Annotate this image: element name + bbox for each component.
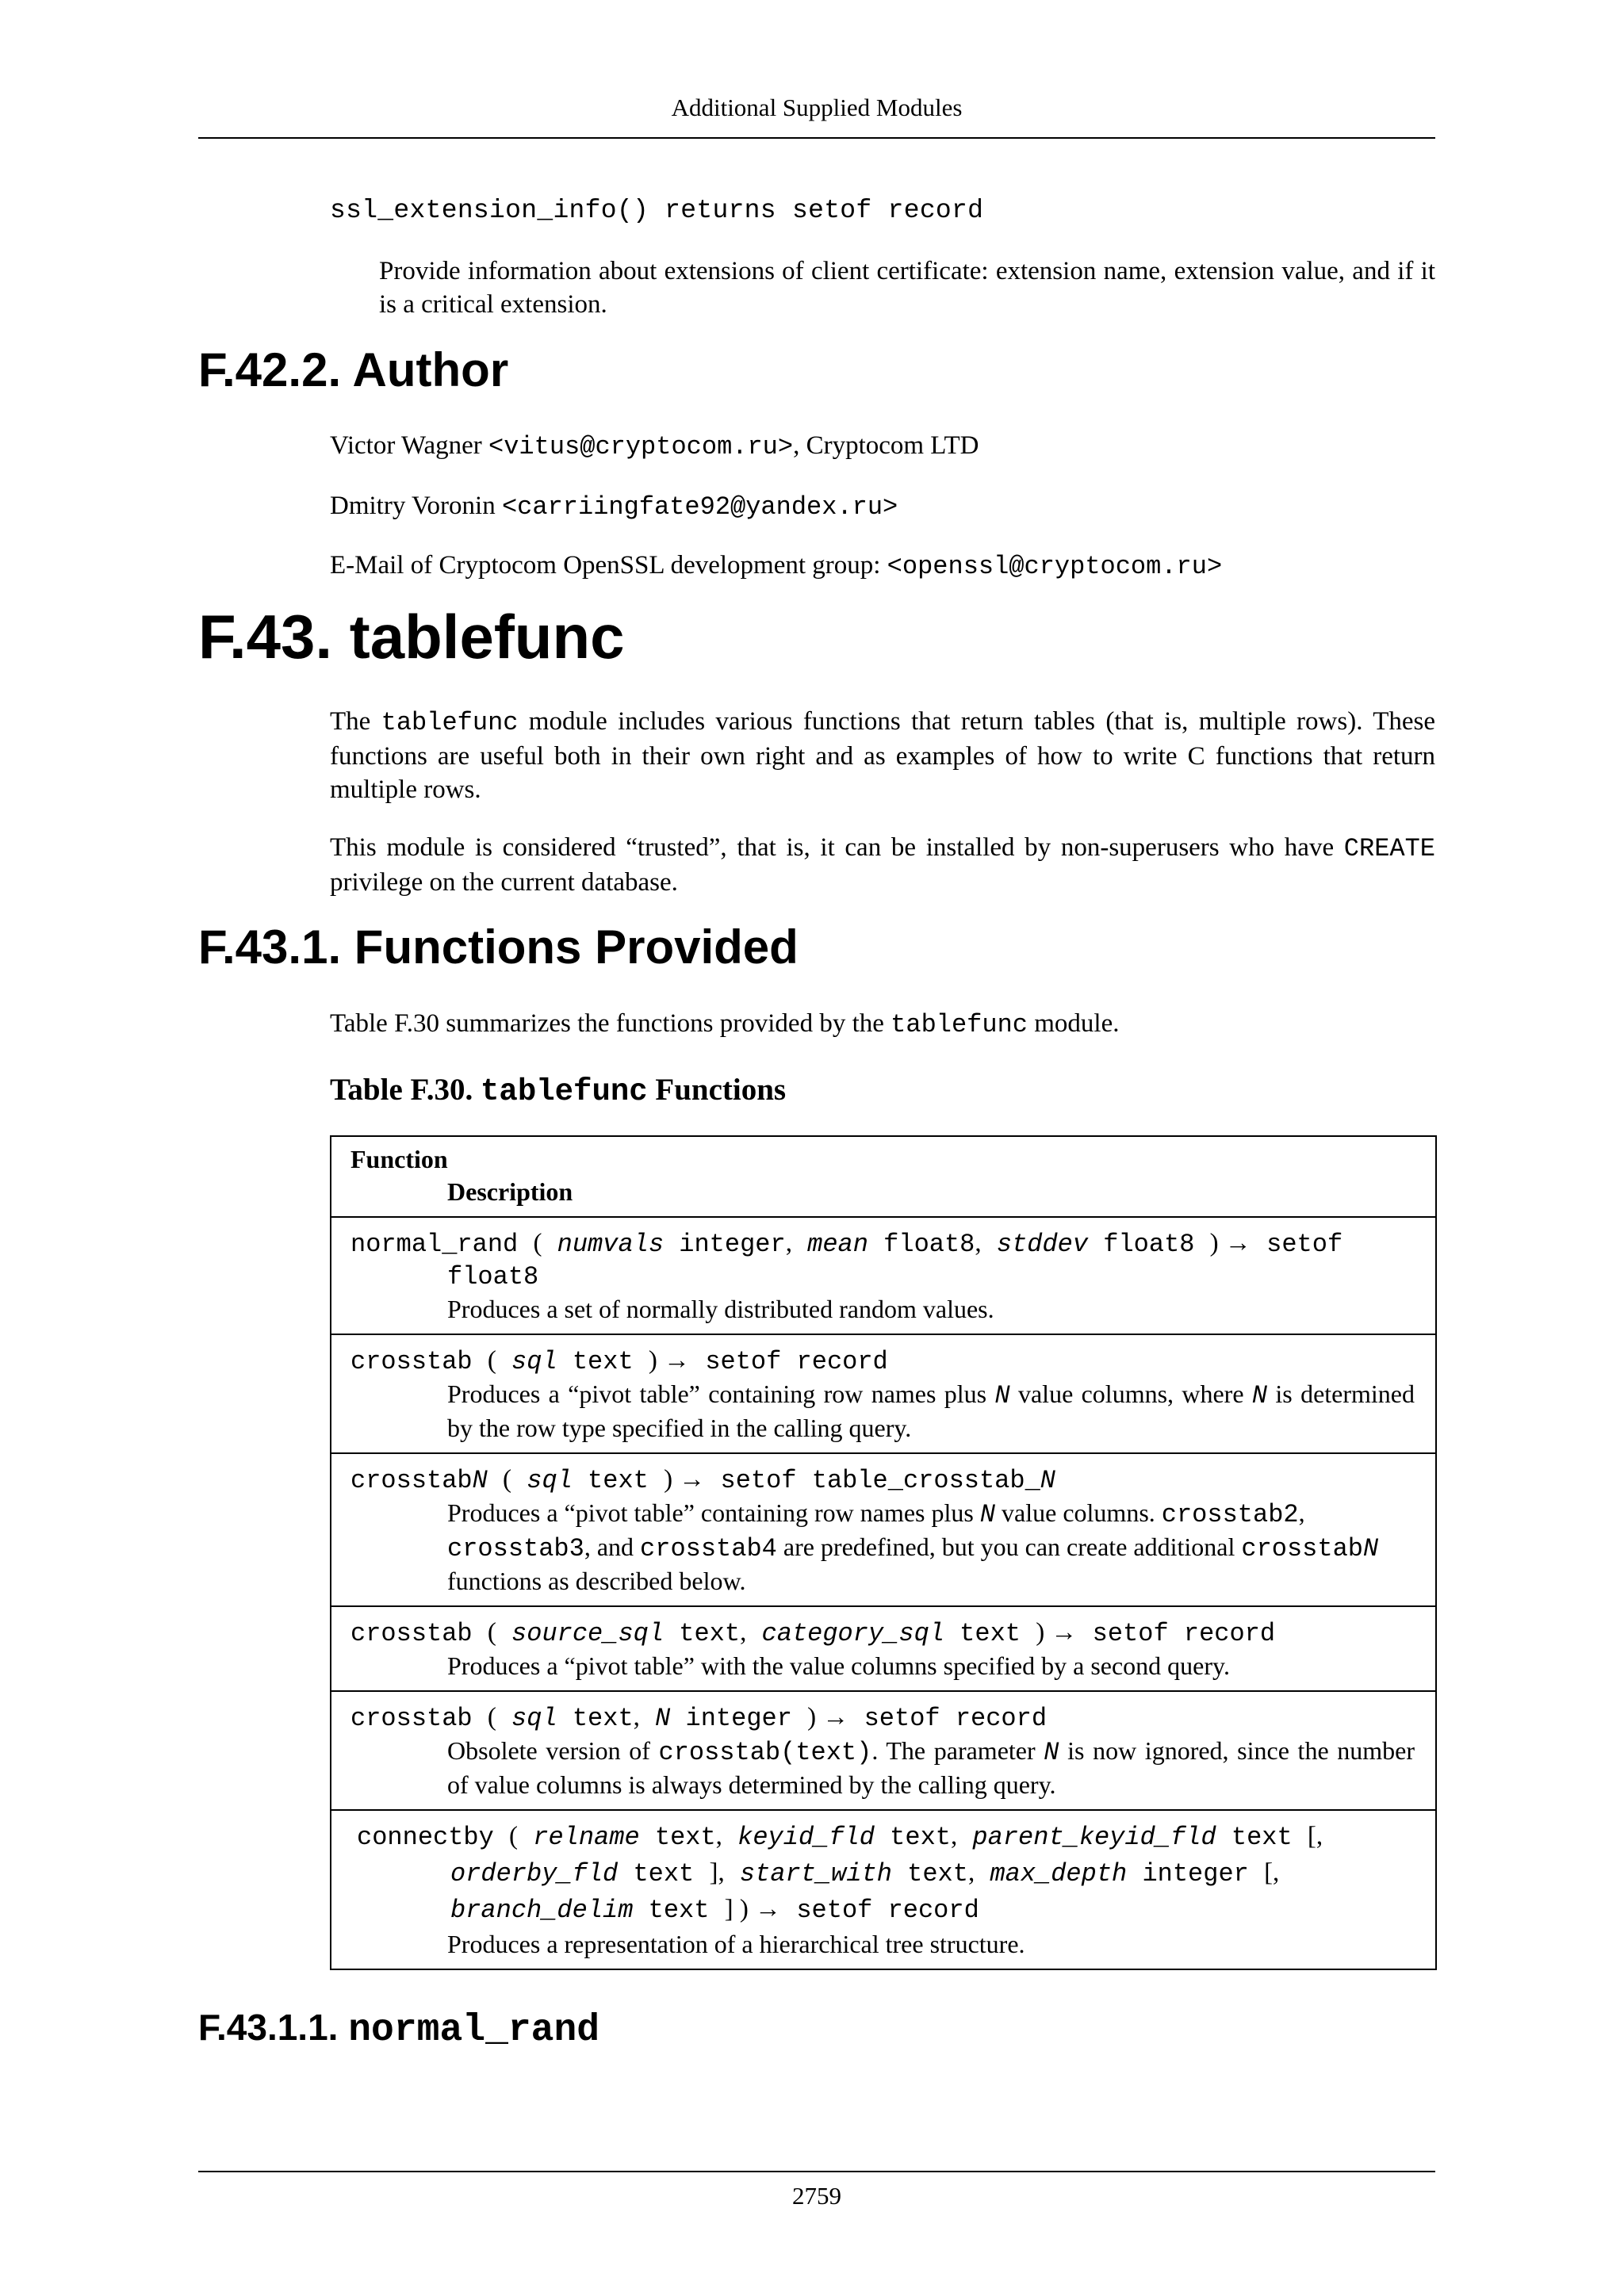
param-name: N bbox=[655, 1704, 671, 1733]
param-name: branch_delim bbox=[450, 1896, 634, 1925]
column-description-header: Description bbox=[447, 1177, 573, 1206]
intro-text: module includes various functions that return tables (that is, multiple rows). These functions are useful both in their own right and as examples of how to write C functions that return multiple rows. bbox=[330, 707, 1435, 804]
footer-rule bbox=[198, 2171, 1435, 2172]
function-description: Produces a “pivot table” with the value columns specified by a second query. bbox=[447, 1651, 1230, 1680]
function-name: normal_rand bbox=[350, 1230, 519, 1259]
param-type: text bbox=[588, 1466, 649, 1495]
ssl-extension-info-description: Provide information about extensions of client certificate: extension name, extension value, and if it is a critical extension. bbox=[379, 257, 1435, 319]
description-text: is now ignored, since the number of value columns is always determined by the calling query. bbox=[447, 1736, 1415, 1799]
table-row bbox=[331, 1810, 1436, 1969]
param-name: sql bbox=[511, 1704, 557, 1733]
function-signature: crosstab ( source_sql text, category_sql text ) → setof record bbox=[350, 1618, 1276, 1648]
return-type: setof record bbox=[796, 1896, 979, 1925]
table-header-cell bbox=[331, 1136, 1436, 1217]
param-type: text bbox=[633, 1859, 695, 1888]
param-type: integer bbox=[1142, 1859, 1249, 1888]
function-signature: crosstab ( sql text ) → setof record bbox=[350, 1346, 888, 1376]
function-description bbox=[350, 1378, 1415, 1445]
description-text: , and bbox=[584, 1533, 641, 1561]
param-type: text bbox=[572, 1704, 634, 1733]
functions-table bbox=[330, 1135, 1437, 1970]
heading-function-name: normal_rand bbox=[348, 2009, 600, 2052]
function-ref: crosstab3 bbox=[447, 1534, 584, 1563]
author-email[interactable]: <vitus@cryptocom.ru> bbox=[488, 432, 794, 461]
author-line-wagner bbox=[330, 429, 1435, 464]
module-name: tablefunc bbox=[381, 708, 519, 737]
tablefunc-intro bbox=[330, 705, 1435, 806]
param-type: text bbox=[679, 1619, 741, 1648]
author-line-group bbox=[330, 549, 1435, 584]
normal-rand-heading bbox=[198, 2006, 599, 2052]
function-cell-connectby bbox=[331, 1810, 1436, 1969]
function-description bbox=[350, 1497, 1415, 1598]
author-name: Dmitry Voronin bbox=[330, 492, 502, 520]
page-number: 2759 bbox=[792, 2182, 841, 2210]
param-name: numvals bbox=[557, 1230, 665, 1259]
heading-number: F.43.1.1. bbox=[198, 2007, 349, 2048]
description-text: Obsolete version of bbox=[447, 1736, 659, 1765]
function-cell-crosstab-source-sql bbox=[331, 1606, 1436, 1691]
function-ref: crosstab2 bbox=[1161, 1500, 1299, 1529]
function-signature: normal_rand ( numvals integer, mean float8, stddev float8 ) → setof float8 bbox=[350, 1229, 1343, 1292]
author-suffix: , Cryptocom LTD bbox=[793, 431, 979, 460]
function-ref: crosstab(text) bbox=[658, 1738, 872, 1767]
table-row bbox=[331, 1334, 1436, 1453]
function-signature: crosstabN ( sql text ) → setof table_crosstab_N bbox=[350, 1465, 1055, 1495]
param-type: text bbox=[959, 1619, 1021, 1648]
description-text: Produces a “pivot table” containing row names plus bbox=[447, 1498, 980, 1527]
table-row bbox=[331, 1453, 1436, 1606]
param-type: text bbox=[572, 1347, 634, 1376]
tablefunc-trusted bbox=[330, 831, 1435, 899]
param-name: stddev bbox=[996, 1230, 1089, 1259]
author-heading: F.42.2. Author bbox=[198, 343, 509, 396]
description-text: . The parameter bbox=[871, 1736, 1044, 1765]
function-description: Produces a set of normally distributed random values. bbox=[447, 1295, 994, 1323]
description-text: Produces a “pivot table” containing row names plus bbox=[447, 1380, 995, 1408]
author-line-voronin bbox=[330, 489, 1435, 524]
function-signature: crosstab ( sql text, N integer ) → setof record bbox=[350, 1703, 1048, 1733]
param-name: relname bbox=[533, 1823, 640, 1852]
intro-text: The bbox=[330, 707, 381, 736]
n-placeholder: N bbox=[1251, 1381, 1268, 1410]
table-row bbox=[331, 1691, 1436, 1810]
ssl-extension-info-signature: ssl_extension_info() returns setof record bbox=[330, 196, 984, 225]
return-type: setof table_crosstab_ bbox=[720, 1466, 1040, 1495]
param-type: text bbox=[890, 1823, 951, 1852]
function-cell-crosstabN bbox=[331, 1453, 1436, 1606]
param-name: parent_keyid_fld bbox=[972, 1823, 1216, 1852]
table-header-row bbox=[331, 1136, 1436, 1217]
function-name: crosstab bbox=[350, 1619, 473, 1648]
function-name: crosstab bbox=[350, 1466, 473, 1495]
param-type: float8 bbox=[1103, 1230, 1195, 1259]
create-keyword: CREATE bbox=[1343, 834, 1435, 863]
summary-text: Table F.30 summarizes the functions provided by the bbox=[330, 1009, 891, 1038]
trusted-text: This module is considered “trusted”, that is, it can be installed by non-superusers who have bbox=[330, 833, 1344, 862]
param-name: sql bbox=[511, 1347, 557, 1376]
return-type: setof record bbox=[705, 1347, 888, 1376]
header-rule bbox=[198, 137, 1435, 139]
param-name: mean bbox=[807, 1230, 868, 1259]
description-text: functions as described below. bbox=[447, 1567, 746, 1595]
module-name: tablefunc bbox=[891, 1010, 1028, 1039]
function-name: connectby bbox=[357, 1823, 494, 1852]
tablefunc-heading: F.43. tablefunc bbox=[198, 602, 625, 672]
function-cell-crosstab-sql-n bbox=[331, 1691, 1436, 1810]
return-type: setof record bbox=[864, 1704, 1048, 1733]
table-title-suffix: Functions bbox=[647, 1073, 787, 1107]
param-type: text bbox=[654, 1823, 716, 1852]
function-name: crosstab bbox=[350, 1347, 473, 1376]
author-email[interactable]: <openssl@cryptocom.ru> bbox=[887, 552, 1223, 581]
author-name: E-Mail of Cryptocom OpenSSL development group: bbox=[330, 551, 887, 580]
n-placeholder: N bbox=[994, 1381, 1010, 1410]
functions-provided-heading: F.43.1. Functions Provided bbox=[198, 920, 799, 974]
param-type: text bbox=[648, 1896, 710, 1925]
table-title bbox=[330, 1072, 786, 1109]
function-signature: connectby ( relname text, keyid_fld text, parent_keyid_fld text [, orderby_fld text ], start_with text, max_depth integer [, branch_delim text ] ) → setof record bbox=[357, 1822, 1323, 1925]
author-name: Victor Wagner bbox=[330, 431, 489, 460]
summary-text: module. bbox=[1027, 1009, 1120, 1038]
table-row bbox=[331, 1606, 1436, 1691]
param-type: integer bbox=[685, 1704, 792, 1733]
table-title-prefix: Table F.30. bbox=[330, 1073, 481, 1107]
table-row bbox=[331, 1217, 1436, 1334]
function-description bbox=[350, 1735, 1415, 1801]
description-text: , bbox=[1298, 1498, 1305, 1527]
n-placeholder: N bbox=[472, 1466, 488, 1495]
n-placeholder: N bbox=[1362, 1534, 1379, 1563]
n-placeholder: N bbox=[1040, 1466, 1055, 1495]
author-email[interactable]: <carriingfate92@yandex.ru> bbox=[501, 492, 898, 522]
trusted-text: privilege on the current database. bbox=[330, 868, 678, 897]
param-name: sql bbox=[527, 1466, 573, 1495]
param-name: category_sql bbox=[761, 1619, 944, 1648]
function-cell-crosstab-sql bbox=[331, 1334, 1436, 1453]
param-name: source_sql bbox=[511, 1619, 665, 1648]
param-name: orderby_fld bbox=[450, 1859, 619, 1888]
column-function-header: Function bbox=[350, 1145, 448, 1173]
param-name: start_with bbox=[739, 1859, 892, 1888]
param-type: float8 bbox=[883, 1230, 975, 1259]
description-text: are predefined, but you can create additional bbox=[776, 1533, 1242, 1561]
n-placeholder: N bbox=[979, 1500, 996, 1529]
function-ref: crosstab4 bbox=[640, 1534, 777, 1563]
description-text: value columns. bbox=[995, 1498, 1162, 1527]
function-name: crosstab bbox=[350, 1704, 473, 1733]
param-type: text bbox=[907, 1859, 968, 1888]
return-type: setof record bbox=[1092, 1619, 1276, 1648]
param-type: text bbox=[1231, 1823, 1293, 1852]
param-name: keyid_fld bbox=[737, 1823, 875, 1852]
function-description: Produces a representation of a hierarchical tree structure. bbox=[447, 1930, 1025, 1958]
functions-summary bbox=[330, 1007, 1435, 1042]
description-text: is determined by the row type specified in the calling query. bbox=[447, 1380, 1415, 1442]
param-type: integer bbox=[679, 1230, 786, 1259]
param-name: max_depth bbox=[990, 1859, 1128, 1888]
table-title-module: tablefunc bbox=[481, 1074, 648, 1109]
function-cell-normal-rand bbox=[331, 1217, 1436, 1334]
n-placeholder: N bbox=[1044, 1738, 1059, 1767]
function-ref: crosstab bbox=[1241, 1534, 1363, 1563]
description-text: value columns, where bbox=[1009, 1380, 1252, 1408]
return-type: setof float8 bbox=[447, 1230, 1343, 1292]
page-header: Additional Supplied Modules bbox=[671, 94, 963, 121]
